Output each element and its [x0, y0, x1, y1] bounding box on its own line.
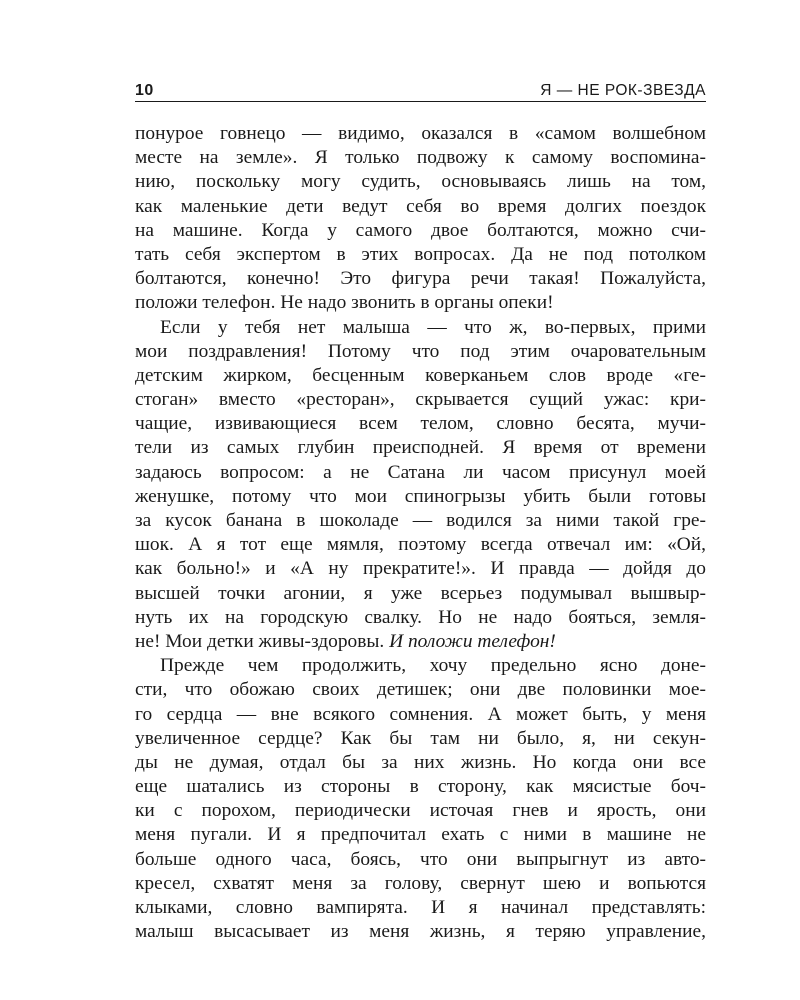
text-line: шок. А я тот еще мямля, поэтому всегда отвечал им: «Ой, [135, 534, 706, 556]
text-line: месте на земле». Я только подвожу к самому воспомина- [135, 147, 706, 169]
text-line: как больно!» и «А ну прекратите!». И правда — дойдя до [135, 558, 706, 580]
text-line: за кусок банана в шоколаде — водился за ними такой гре- [135, 510, 706, 531]
text-line: чащие, извивающиеся всем телом, словно бесята, мучи- [135, 413, 706, 435]
text-line: ды не думая, отдал бы за них жизнь. Но когда они все [135, 751, 706, 773]
text-line: нию, поскольку могу судить, основываясь лишь на том, [135, 171, 706, 193]
text-line: тать себя экспертом в этих вопросах. Да не под потолком [135, 243, 706, 265]
text-line: нуть их на городскую свалку. Но не надо бояться, земля- [135, 606, 706, 628]
text-line: кресел, схватят меня за голову, свернут шею и вопьются [135, 872, 706, 894]
text-line: задаюсь вопросом: а не Сатана ли часом присунул моей [135, 461, 706, 483]
text-line: Если у тебя нет малыша — что ж, во-первых, прими [160, 316, 706, 338]
text-line: еще шатались из стороны в сторону, как мясистые боч- [135, 776, 706, 798]
book-page [135, 78, 706, 944]
text-line: меня пугали. И я предпочитал ехать с ними в машине не [135, 824, 706, 846]
text-line: сти, что обожаю своих детишек; они две половинки мое- [135, 679, 706, 701]
text-line: понурое говнецо — видимо, оказался в «самом волшебном [135, 123, 706, 144]
text-line: как маленькие дети ведут себя во время долгих поездок [135, 195, 706, 217]
paragraph-2 [135, 316, 706, 655]
text-line: стоган» вместо «ресторан», скрывается сущий ужас: кри- [135, 389, 706, 411]
text-line: больше одного часа, боясь, что они выпрыгнут из авто- [135, 848, 706, 870]
text-line: мои поздравления! Потому что под этим очаровательным [135, 340, 706, 362]
page-number: 10 [135, 82, 154, 99]
italic-emphasis: И положи телефон! [389, 630, 556, 652]
text-line: клыками, словно вампирята. И я начинал представлять: [135, 897, 706, 918]
text-line: тели из самых глубин преисподней. Я время от времени [135, 437, 706, 459]
text-line-last [135, 630, 706, 654]
text-line: Прежде чем продолжить, хочу предельно ясно доне- [160, 655, 706, 677]
text-line: ки с порохом, периодически источая гнев и ярость, они [135, 800, 706, 822]
running-title: Я — НЕ РОК-ЗВЕЗДА [540, 82, 706, 99]
body-text [135, 122, 706, 944]
text-line: малыш высасывает из меня жизнь, я теряю управление, [135, 921, 706, 943]
text-line: болтаются, конечно! Это фигура речи такая! Пожалуйста, [135, 268, 706, 290]
text-fragment: не! Мои детки живы-здоровы. [135, 630, 390, 652]
text-line: увеличенное сердце? Как бы там ни было, я, ни секун- [135, 727, 706, 749]
text-line: на машине. Когда у самого двое болтаются, можно счи- [135, 219, 706, 241]
text-line: высшей точки агонии, я уже всерьез подумывал вышвыр- [135, 582, 706, 604]
text-line: го сердца — вне всякого сомнения. А может быть, у меня [135, 703, 706, 725]
running-head [135, 78, 706, 102]
text-line: детским жирком, бесценным коверканьем слов вроде «ге- [135, 364, 706, 386]
paragraph-1 [135, 122, 706, 316]
text-line: положи телефон. Не надо звонить в органы опеки! [135, 292, 554, 314]
text-line: женушке, потому что мои спиногрызы убить были готовы [135, 485, 706, 507]
paragraph-3 [135, 654, 706, 944]
